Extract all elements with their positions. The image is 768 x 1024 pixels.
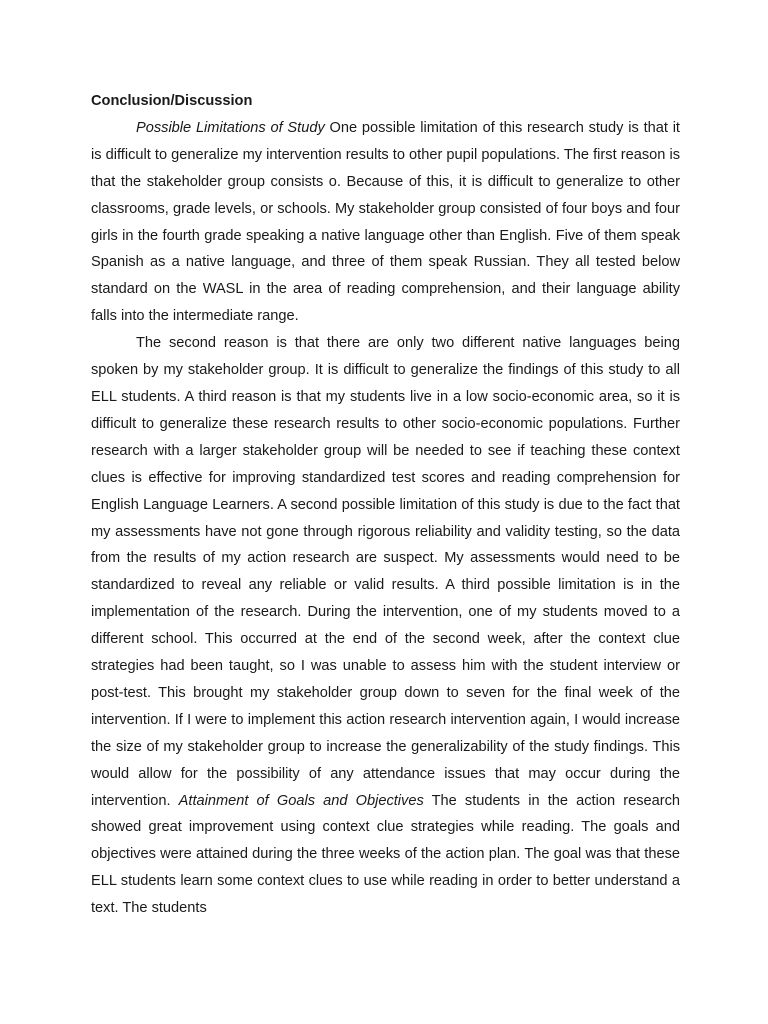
subheading-limitations: Possible Limitations of Study (136, 119, 325, 136)
paragraph-second-reason-text: The second reason is that there are only two different native languages being spoken by my stakeholder group. It is difficult to generalize the findings of this study to all ELL students. A third reason is that my students live in a low socio-economic area, so it is difficult to generalize these research results to other socio-economic populations. Further research with a larger stakeholder group will be needed to see if teaching these context clues is effective for improving standardized test scores and reading comprehension for English Language Learners. A second possible limitation of this study is due to the fact that my assessments have not gone through rigorous reliability and validity testing, so the data from the results of my action research are suspect. My assessments would need to be standardized to reveal any reliable or valid results. A third possible limitation is in the implementation of the research. During the intervention, one of my students moved to a different school. This occurred at the end of the second week, after the context clue strategies had been taught, so I was unable to assess him with the student interview or post-test. This brought my stakeholder group down to seven for the final week of the intervention. If I were to implement this action research intervention again, I would increase the size of my stakeholder group to increase the generalizability of the study findings. This would allow for the possibility of any attendance issues that may occur during the intervention. (91, 335, 680, 809)
paragraph-second-reason (91, 330, 680, 922)
subheading-goals: Attainment of Goals and Objectives (178, 792, 424, 809)
paragraph-limitations-text: One possible limitation of this research study is that it is difficult to generalize my intervention results to other pupil populations. The first reason is that the stakeholder group consists o. Because of this, it is difficult to generalize to other classrooms, grade levels, or schools. My stakeholder group consisted of four boys and four girls in the fourth grade speaking a native language other than English. Five of them speak Spanish as a native language, and three of them speak Russian. They all tested below standard on the WASL in the area of reading comprehension, and their language ability falls into the intermediate range. (91, 119, 680, 325)
paragraph-goals-text: The students in the action research showed great improvement using context clue strategies while reading. The goals and objectives were attained during the three weeks of the action plan. The goal was that these ELL students learn some context clues to use while reading in order to better understand a text. The students (91, 792, 680, 917)
section-heading: Conclusion/Discussion (91, 93, 253, 109)
paragraph-limitations (91, 115, 680, 330)
